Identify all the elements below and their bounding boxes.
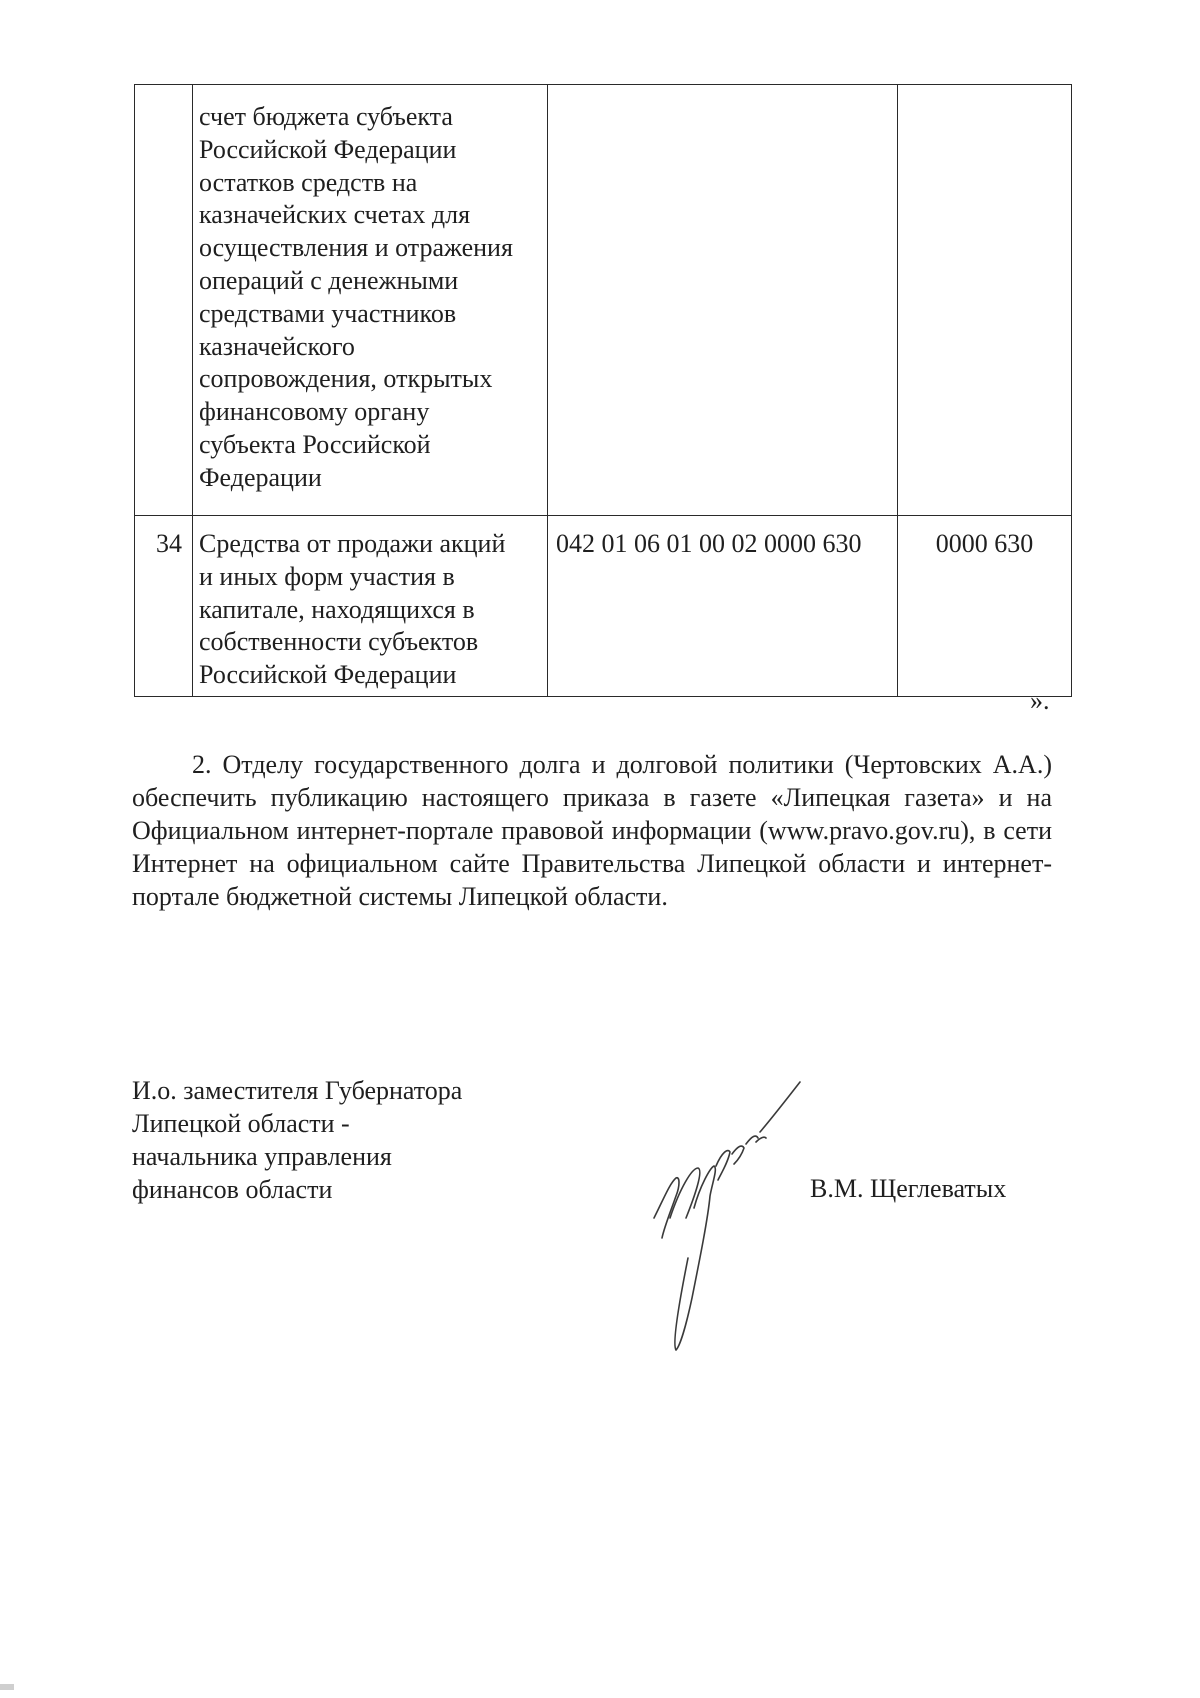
row-name-cell — [193, 516, 548, 697]
row-short-code-text: 0000 630 — [935, 529, 1034, 558]
row-code-cell — [548, 85, 898, 516]
row-name-cell — [193, 85, 548, 516]
paragraph-2: 2. Отделу государственного долга и долговой политики (Чертовских А.А.) обеспечить публикацию настоящего приказа в газете «Липецкая газета» и на Официальном интернет-портале правовой информации (www.pravo.gov.ru), в сети Интернет на официальном сайте Правительства Липецкой области и интернет-портале бюджетной системы Липецкой области. — [132, 750, 1052, 911]
row-name-text: Средства от продажи акций и иных форм участия в капитале, находящихся в собственности субъектов Российской Федерации — [199, 529, 506, 690]
budget-codes-table — [134, 84, 1072, 697]
row-number-text: 34 — [156, 529, 182, 558]
row-code-text: 042 01 06 01 00 02 0000 630 — [556, 529, 862, 558]
table-row — [135, 516, 1072, 697]
signatory-name: В.М. Щеглеватых — [810, 1174, 1007, 1203]
signatory-position-line: И.о. заместителя Губернатора — [132, 1076, 463, 1105]
row-short-code-cell — [898, 516, 1072, 697]
handwritten-signature — [640, 1068, 860, 1368]
signatory-position — [132, 1074, 462, 1206]
scan-artifact — [0, 1684, 14, 1690]
row-code-cell — [548, 516, 898, 697]
signatory-position-line: финансов области — [132, 1175, 333, 1204]
signatory-position-line: начальника управления — [132, 1142, 392, 1171]
row-short-code-cell — [898, 85, 1072, 516]
closing-quote: ». — [1030, 686, 1050, 715]
row-number-cell — [135, 85, 193, 516]
row-number-cell — [135, 516, 193, 697]
row-name-text: счет бюджета субъекта Российской Федерации остатков средств на казначейских счетах для осуществления и отражения операций с денежными средствами участников казначейского сопровождения, открытых финансовому органу субъекта Российской Федерации — [199, 102, 513, 492]
signatory-position-line: Липецкой области - — [132, 1109, 350, 1138]
table-row — [135, 85, 1072, 516]
